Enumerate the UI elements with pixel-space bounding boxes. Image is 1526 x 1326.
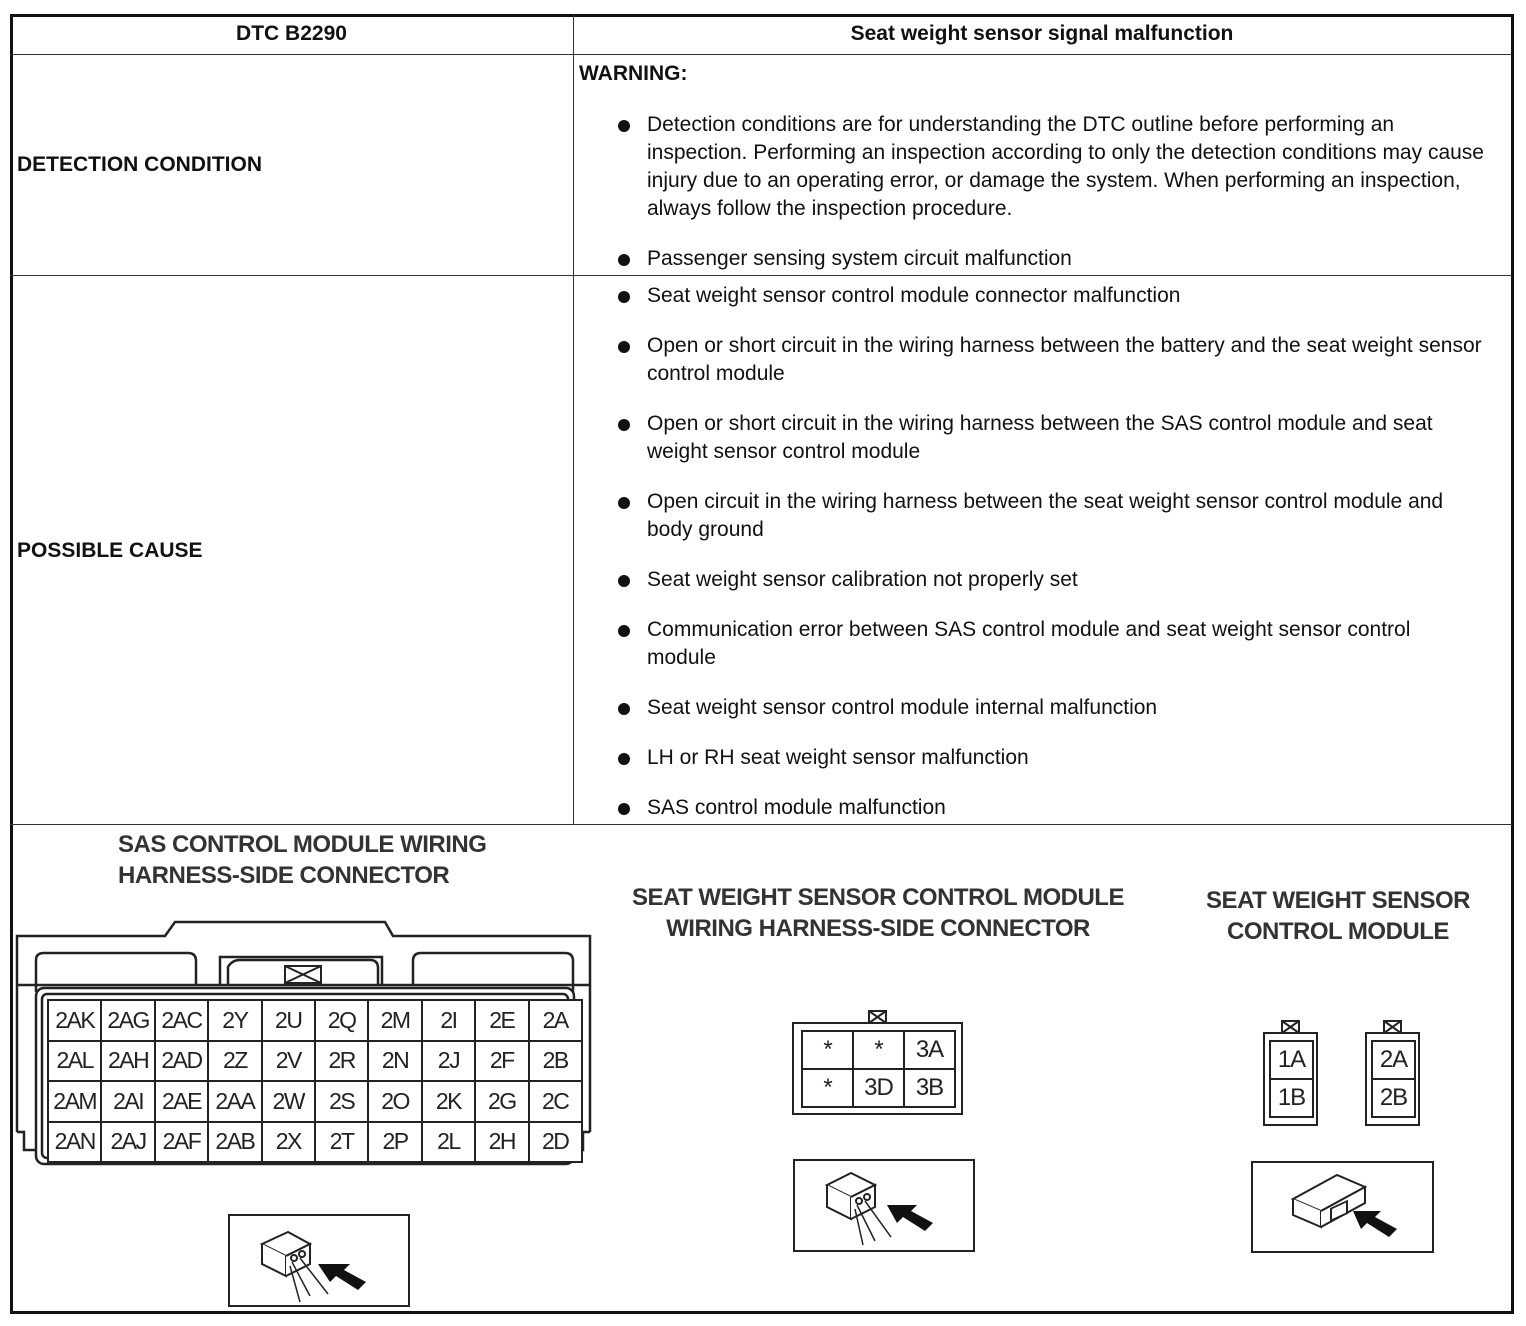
list-item: Open or short circuit in the wiring harness between the battery and the seat weight sensor control module [615,332,1485,388]
title-line: CONTROL MODULE [1227,918,1449,945]
connector-pin: * [803,1032,852,1068]
connector-pin: 1B [1271,1080,1312,1116]
connector-pin: 2F [476,1042,527,1081]
connector-pin: 2W [263,1082,314,1121]
connector-pin: 2L [423,1123,474,1162]
list-item: LH or RH seat weight sensor malfunction [615,744,1485,772]
list-item: Passenger sensing system circuit malfunction [615,245,1485,273]
connector-pin: 2Q [316,1001,367,1040]
list-item: Open circuit in the wiring harness between the seat weight sensor control module and body ground [615,488,1485,544]
connector-pin: * [854,1032,903,1068]
module-connector-pictogram [1251,1161,1434,1253]
connector-pin: 2AK [49,1001,100,1040]
connector-pin: 2T [316,1123,367,1162]
connector-pin: 2A [1373,1042,1414,1078]
title-line: SAS CONTROL MODULE WIRING [118,831,487,858]
title-line: SEAT WEIGHT SENSOR [1206,887,1470,914]
harness-connector-pictogram [793,1159,975,1252]
list-item: SAS control module malfunction [615,794,1485,822]
connector-pin: 2D [530,1123,581,1162]
connector-pin: 3B [905,1070,954,1106]
connector-pin: 2B [1373,1080,1414,1116]
dtc-code: DTC B2290 [236,22,347,45]
connector-pin: 2AC [156,1001,207,1040]
connector-pin: 2AI [102,1082,153,1121]
connector-pin: 2V [263,1042,314,1081]
connector-pin: 2AE [156,1082,207,1121]
connector-pin: 2B [530,1042,581,1081]
connector-pin: 2X [263,1123,314,1162]
list-item: Seat weight sensor control module connector malfunction [615,282,1485,310]
connector-pin: 2I [423,1001,474,1040]
connector-pin: 2Z [209,1042,260,1081]
connector-pin: 2AL [49,1042,100,1081]
connector-pin: 2AF [156,1123,207,1162]
connector-pin: 2U [263,1001,314,1040]
connector-pin: 2AH [102,1042,153,1081]
module-connector-icon [1253,1163,1432,1251]
possible-cause-label: POSSIBLE CAUSE [17,539,203,562]
connector-pin: 2M [369,1001,420,1040]
list-item: Detection conditions are for understanding the DTC outline before performing an inspection. Performing an inspection according to only the detection conditions may cause injury due to an operating error, or damage the system. When performing an inspection, always follow the inspection procedure. [615,111,1485,223]
list-item: Seat weight sensor calibration not properly set [615,566,1485,594]
list-item: Communication error between SAS control module and seat weight sensor control module [615,616,1485,672]
connector-pin: 3D [854,1070,903,1106]
connector-pin: 2R [316,1042,367,1081]
connector-pin: 2Y [209,1001,260,1040]
connector-pin: 2A [530,1001,581,1040]
connector-pin: 2J [423,1042,474,1081]
connector-pin: 2AA [209,1082,260,1121]
connector-pin: 1A [1271,1042,1312,1078]
connector-pin: 2AB [209,1123,260,1162]
detection-condition-label: DETECTION CONDITION [17,153,262,176]
connector-pin: 2N [369,1042,420,1081]
connector-pin: 2AJ [102,1123,153,1162]
title-line: WIRING HARNESS-SIDE CONNECTOR [666,915,1090,942]
harness-connector-icon [795,1161,973,1250]
connector-pin: 3A [905,1032,954,1068]
connector-pin: 2P [369,1123,420,1162]
connector-pin: 2G [476,1082,527,1121]
connector-pin: 2AG [102,1001,153,1040]
connector-pin: 2H [476,1123,527,1162]
connector-pin: 2O [369,1082,420,1121]
title-line: HARNESS-SIDE CONNECTOR [118,862,450,889]
list-item: Open or short circuit in the wiring harness between the SAS control module and seat weight sensor control module [615,410,1485,466]
connector-pin: 2C [530,1082,581,1121]
module-connector-2-pins [1371,1040,1416,1118]
connector-pin: 2S [316,1082,367,1121]
warning-label: WARNING: [579,62,688,85]
dtc-title: Seat weight sensor signal malfunction [850,22,1234,45]
connector-pin: 2E [476,1001,527,1040]
sws-harness-pin-grid [801,1030,956,1108]
module-connector-1-pins [1269,1040,1314,1118]
connector-pin: 2AN [49,1123,100,1162]
sws-module-title [1170,885,1506,947]
connector-pin: 2AM [49,1082,100,1121]
connector-pin: 2K [423,1082,474,1121]
list-item: Seat weight sensor control module internal malfunction [615,694,1485,722]
connector-pin: * [803,1070,852,1106]
connector-pin: 2AD [156,1042,207,1081]
title-line: SEAT WEIGHT SENSOR CONTROL MODULE [632,884,1124,911]
